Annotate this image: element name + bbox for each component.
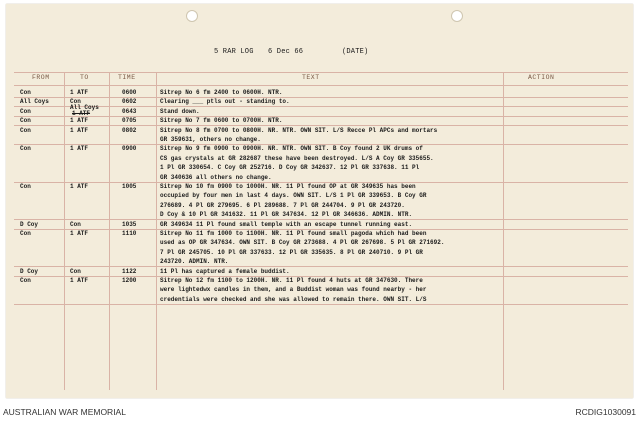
entry-text-line: GR 359631, others no change. [160,136,261,143]
entry-from: Con [20,277,31,284]
entry-text-line: were lightedwx candles in them, and a Buddist woman was found nearby - her [160,286,427,294]
entry-time: 1122 [122,267,137,275]
entry-text-line: credentials were checked and she was allowed to remain there. OWN SIT. L/S [160,295,427,303]
entry-text-line: 1 Pl GR 330654. C Coy GR 252716. D Coy GR 342637. 12 Pl GR 337638. 11 Pl [160,164,420,172]
entry-text-line: 11 Pl has captured a female buddist. [160,267,290,275]
entry-to: 1 ATF [70,89,89,96]
archive-name: AUSTRALIAN WAR MEMORIAL [3,407,126,417]
column-header-to: TO [80,74,89,81]
entry-from: Con [20,89,31,96]
log-sheet [6,4,633,398]
entry-time: 1035 [122,220,137,228]
entry-text-line: GR 340636 all others no change. [160,173,272,181]
row-divider [14,266,628,267]
punch-hole-left [186,10,198,22]
entry-text-line: CS gas crystals at GR 282687 these have been destroyed. L/S A Coy GR 335655. [160,154,434,162]
entry-text-line: occupied by four men in last 4 days. OWN SIT. L/S 1 Pl GR 339653. B Coy GR [160,192,427,200]
entry-text-line: 276689. 4 Pl GR 279695. 6 Pl 289688. 7 Pl GR 244704. 9 Pl GR 243720. [160,201,405,209]
entry-to: 1 ATF [70,230,89,237]
entry-to: All Coys [70,103,99,111]
entry-from: D Coy [20,220,39,228]
entry-from: Con [20,183,31,190]
row-divider [14,304,628,305]
entry-text-line: 243720. ADMIN. NTR. [160,258,229,266]
punch-hole-right [451,10,463,22]
entry-text-line: Stand down. [160,107,200,115]
entry-text-line: Sitrep No 12 fm 1100 to 1200H. NR. 11 Pl found 4 huts at GR 347630. There [160,277,423,284]
date-label: (DATE) [342,48,369,56]
entry-text-line: used as OP GR 347634. OWN SIT. B Coy GR 273688. 4 Pl GR 267698. 5 Pl GR 271692. [160,239,445,247]
entry-time: 0643 [122,107,137,115]
entry-time: 0705 [122,117,137,125]
entry-to: 1 ATF [70,277,89,284]
entry-from: All Coys [20,98,49,106]
entry-from: Con [20,126,31,134]
entry-time: 0602 [122,98,137,106]
entry-time: 1005 [122,183,137,190]
entry-text-line: Sitrep No 8 fm 0700 to 0800H. NR. NTR. OWN SIT. L/S Recce Pl APCs and mortars [160,126,438,134]
entry-time: 1110 [122,230,137,237]
footer [0,404,639,421]
rule-line [14,72,628,73]
column-header-text: TEXT [302,74,320,81]
rule-line [14,85,628,86]
entry-to: 1 ATF [70,117,89,125]
column-header-from: FROM [32,74,50,81]
entry-time: 0600 [122,89,137,96]
entry-time: 0900 [122,145,137,153]
entry-from: Con [20,107,31,115]
entry-from: Con [20,145,31,153]
row-divider [14,106,628,107]
entry-to: Con [70,220,81,228]
column-divider [109,72,110,390]
entry-from: D Coy [20,267,39,275]
entry-text-line: Clearing ___ ptls out - standing to. [160,98,290,106]
entry-text-line: Sitrep No 11 fm 1000 to 1100H. NR. 11 Pl found small pagoda which had been [160,230,427,237]
entry-to-struck: 1 ATF [72,109,91,117]
log-date: 6 Dec 66 [268,48,304,56]
entry-to: Con [70,267,81,275]
column-header-time: TIME [118,74,136,81]
row-divider [14,116,628,117]
entry-text-line: Sitrep No 10 fm 0900 to 1000H. NR. 11 Pl found OP at GR 349635 has been [160,183,416,190]
column-divider [156,72,157,390]
entry-text-line: Sitrep No 9 fm 0900 to 0900H. NR. NTR. OWN SIT. B Coy found 2 UK drums of [160,145,423,153]
column-divider [64,72,65,390]
entry-time: 0802 [122,126,137,134]
entry-to: Con [70,98,81,106]
entry-text-line: Sitrep No 7 fm 0600 to 0700H. NTR. [160,117,283,125]
log-unit: 5 RAR LOG [214,48,254,56]
entry-from: Con [20,117,31,125]
column-header-action: ACTION [528,74,555,81]
entry-text-line: D Coy & 10 Pl GR 341632. 11 Pl GR 347634. 12 Pl GR 346636. ADMIN. NTR. [160,211,413,219]
record-id: RCDIG1030091 [575,407,636,417]
entry-to: 1 ATF [70,145,89,153]
entry-text-line: 7 Pl GR 245705. 10 Pl GR 337633. 12 Pl GR 335635. 8 Pl GR 240710. 9 Pl GR [160,248,423,256]
entry-to: 1 ATF [70,126,89,134]
entry-time: 1200 [122,277,137,284]
entry-text-line: GR 349634 11 Pl found small temple with an escape tunnel running east. [160,220,413,228]
entry-to: 1 ATF [70,183,89,190]
row-divider [14,97,628,98]
entry-from: Con [20,230,31,237]
column-divider [503,72,504,390]
entry-text-line: Sitrep No 6 fm 2400 to 0600H. NTR. [160,89,283,96]
